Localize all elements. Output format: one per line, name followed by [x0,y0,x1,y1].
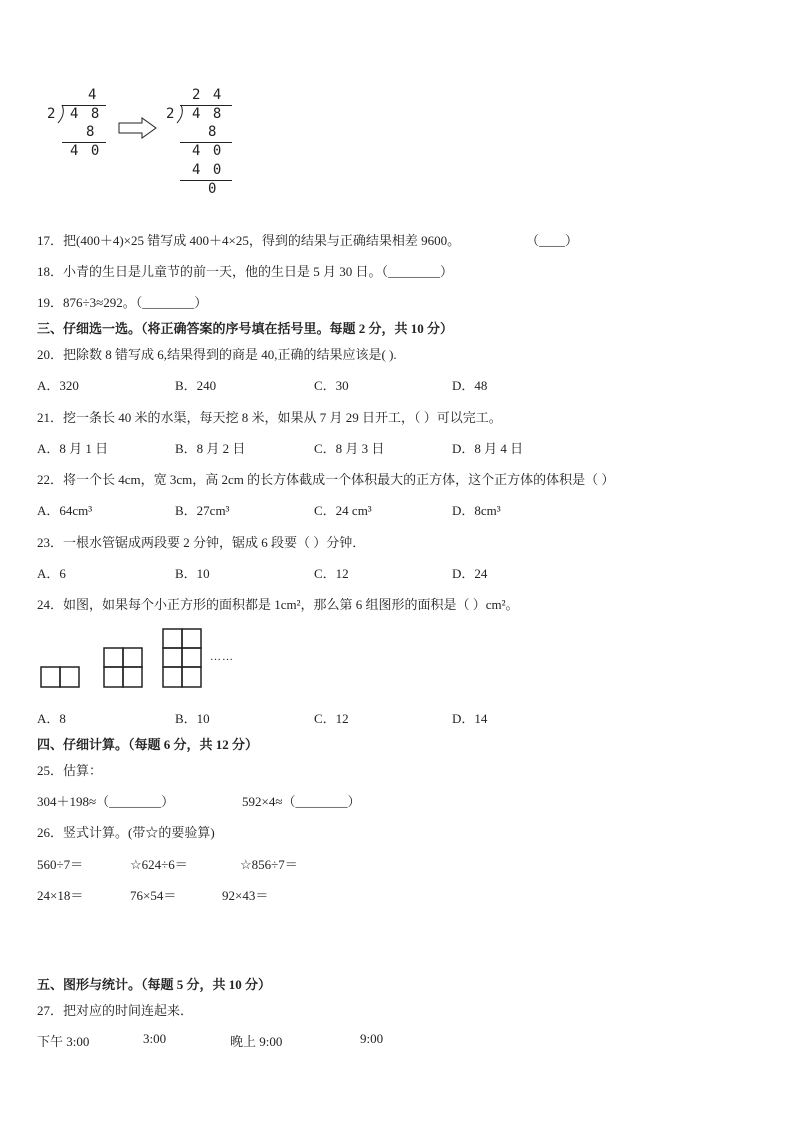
left-quotient: 4 [88,87,99,103]
option-b[interactable]: B．240 [175,378,217,393]
group-2-squares [104,648,142,687]
right-step-line-2 [180,180,232,181]
question-24: 24．如图，如果每个小正方形的面积都是 1cm²，那么第 6 组图形的面积是（ ）cm²。 [37,597,519,612]
option-b[interactable]: B．8 月 2 日 [175,441,246,456]
right-divisor: 2 [166,106,177,122]
option-c[interactable]: C．12 [314,566,349,581]
section-5-title: 五、图形与统计。（每题 5 分，共 10 分） [37,977,272,992]
calc-item[interactable]: ☆856÷7＝ [240,857,298,872]
pattern-ellipsis: …… [210,651,234,663]
option-c[interactable]: C．12 [314,711,349,726]
option-b[interactable]: B．10 [175,566,210,581]
option-d[interactable]: D．48 [452,378,488,393]
group-1-squares [41,667,79,687]
option-c[interactable]: C．30 [314,378,349,393]
right-dividend: 4 8 [192,106,224,122]
left-step1: 8 [86,124,97,140]
option-d[interactable]: D．8cm³ [452,503,501,518]
calc-item[interactable]: 560÷7＝ [37,857,84,872]
option-a[interactable]: A．6 [37,566,66,581]
estimate-item-2[interactable]: 592×4≈（________） [242,794,361,809]
option-b[interactable]: B．27cm³ [175,503,230,518]
group-3-squares [163,629,201,687]
question-21: 21．挖一条长 40 米的水渠，每天挖 8 米，如果从 7 月 29 日开工，（ ）可以完工。 [37,410,502,425]
time-label[interactable]: 3:00 [143,1031,167,1046]
section-4-title: 四、仔细计算。（每题 6 分，共 12 分） [37,737,259,752]
question-17-blank[interactable]: （____） [526,233,579,248]
option-a[interactable]: A．320 [37,378,79,393]
left-divisor: 2 [47,106,58,122]
calc-item[interactable]: 92×43＝ [222,888,269,903]
question-25-label: 25．估算： [37,763,103,778]
option-d[interactable]: D．14 [452,711,488,726]
question-22: 22．将一个长 4cm，宽 3cm，高 2cm 的长方体截成一个体积最大的正方体，这个正方体的体积是（ ） [37,472,615,487]
option-d[interactable]: D．24 [452,566,488,581]
left-dividend: 4 8 [70,106,102,122]
question-26-label: 26．竖式计算。(带☆的要验算) [37,825,215,840]
question-18: 18．小青的生日是儿童节的前一天，他的生日是 5 月 30 日。（________） [37,264,454,279]
right-step3: 4 0 [192,162,224,178]
calc-item[interactable]: ☆624÷6＝ [130,857,188,872]
option-c[interactable]: C．24 cm³ [314,503,372,518]
section-3-title: 三、仔细选一选。（将正确答案的序号填在括号里。每题 2 分，共 10 分） [37,321,454,336]
question-20: 20．把除数 8 错写成 6,结果得到的商是 40,正确的结果应该是( ). [37,347,397,362]
right-division-bracket [175,104,185,124]
right-final: 0 [208,181,219,197]
option-b[interactable]: B．10 [175,711,210,726]
right-step1: 8 [208,124,219,140]
question-23: 23．一根水管锯成两段要 2 分钟，锯成 6 段要（ ）分钟． [37,535,366,550]
option-a[interactable]: A．8 月 1 日 [37,441,109,456]
time-label[interactable]: 9:00 [360,1031,384,1046]
right-quotient: 2 4 [192,87,224,103]
left-remainder: 4 0 [70,143,102,159]
question-17 [37,230,460,249]
question-27-label: 27．把对应的时间连起来． [37,1003,194,1018]
option-d[interactable]: D．8 月 4 日 [452,441,524,456]
option-a[interactable]: A．8 [37,711,66,726]
left-division-bracket [56,104,66,124]
calc-item[interactable]: 24×18＝ [37,888,84,903]
question-19: 19．876÷3≈292。（________） [37,295,208,310]
calc-item[interactable]: 76×54＝ [130,888,177,903]
right-arrow-icon [118,117,158,139]
option-c[interactable]: C．8 月 3 日 [314,441,385,456]
right-step2: 4 0 [192,143,224,159]
time-label[interactable]: 下午 3:00 [37,1034,90,1049]
option-a[interactable]: A．64cm³ [37,503,93,518]
question-17-text: 17．把(400＋4)×25 错写成 400＋4×25，得到的结果与正确结果相差 9600。 [37,233,461,248]
time-label[interactable]: 晚上 9:00 [230,1034,283,1049]
estimate-item-1[interactable]: 304＋198≈（________） [37,794,175,809]
